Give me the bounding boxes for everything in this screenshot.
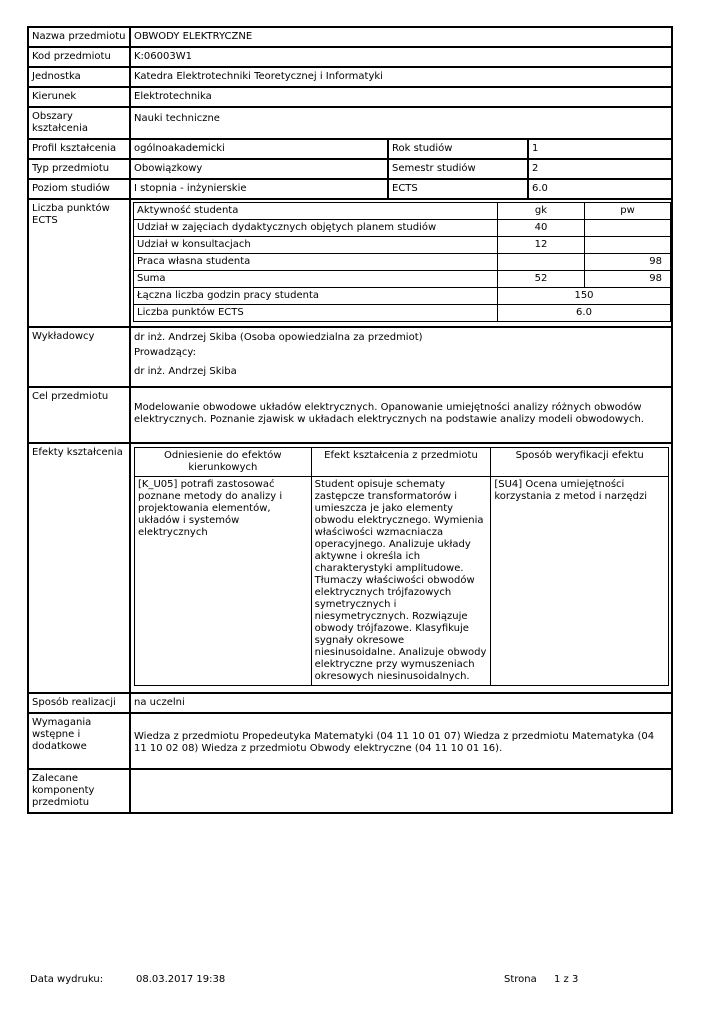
value-kierunek: Elektrotechnika [130, 87, 672, 107]
ects-row-name: Udział w konsultacjach [134, 237, 498, 254]
row-obszary [28, 107, 672, 139]
ects-header-gk: gk [498, 203, 585, 220]
row-sposob [28, 693, 672, 713]
efekty-header-col1: Odniesienie do efektów kierunkowych [135, 448, 312, 477]
label-semestr: Semestr studiów [388, 159, 528, 179]
value-typ: Obowiązkowy [130, 159, 388, 179]
label-typ: Typ przedmiotu [28, 159, 130, 179]
ects-total-ects-row [134, 305, 671, 322]
value-sposob: na uczelni [130, 693, 672, 713]
row-jednostka [28, 67, 672, 87]
row-ects [28, 199, 672, 327]
ects-header-pw: pw [585, 203, 671, 220]
row-typ [28, 159, 672, 179]
value-kod: K:06003W1 [130, 47, 672, 67]
label-ects-short: ECTS [388, 179, 528, 199]
value-jednostka: Katedra Elektrotechniki Teoretycznej i Informatyki [130, 67, 672, 87]
row-wymagania [28, 713, 672, 769]
efekty-cell [130, 443, 672, 693]
print-date: 08.03.2017 19:38 [136, 974, 226, 985]
ects-row [134, 271, 671, 288]
efekty-header-col2: Efekt kształcenia z przedmiotu [311, 448, 491, 477]
efekty-header-row [135, 448, 669, 477]
ects-header-row [134, 203, 671, 220]
ects-total-ects-name: Liczba punktów ECTS [134, 305, 498, 322]
efekty-verification: [SU4] Ocena umiejętności korzystania z metod i narzędzi [491, 477, 669, 686]
ects-row-name: Suma [134, 271, 498, 288]
row-zalecane [28, 769, 672, 813]
label-kierunek: Kierunek [28, 87, 130, 107]
value-ects-short: 6.0 [528, 179, 672, 199]
ects-total-ects-value: 6.0 [498, 305, 671, 322]
label-rok: Rok studiów [388, 139, 528, 159]
efekty-row [135, 477, 669, 686]
ects-total-hours-row [134, 288, 671, 305]
ects-row [134, 237, 671, 254]
label-obszary: Obszary kształcenia [28, 107, 130, 139]
ects-row-pw: 98 [585, 271, 671, 288]
ects-row-pw [585, 220, 671, 237]
ects-table [133, 202, 671, 322]
lecturer-line: dr inż. Andrzej Skiba (Osoba opowiedzialna za przedmiot) [134, 332, 423, 343]
label-nazwa: Nazwa przedmiotu [28, 27, 130, 47]
ects-total-hours-value: 150 [498, 288, 671, 305]
ects-header-activity: Aktywność studenta [134, 203, 498, 220]
value-profil: ogólnoakademicki [130, 139, 388, 159]
efekty-outcome: Student opisuje schematy zastępcze transformatorów i umieszcza je jako elementy obwodu elektrycznego. Wymienia właściwości wzmacniacza operacyjnego. Analizuje układy aktywne i określa ich charakterystyki amplitudowe. Tłumaczy właściwości obwodów elektrycznych trójfazowych symetrycznych i niesymetrycznych. Rozwiązuje obwody trójfazowe. Klasyfikuje sygnały okresowe niesinusoidalne. Analizuje obwody elektryczne przy wymuszeniach okresowych niesinusoidalnych. [311, 477, 491, 686]
value-nazwa: OBWODY ELEKTRYCZNE [130, 27, 672, 47]
row-efekty [28, 443, 672, 693]
print-date-label: Data wydruku: [30, 974, 104, 985]
row-poziom [28, 179, 672, 199]
page-number: 1 z 3 [554, 974, 579, 985]
efekty-header-col3: Sposób weryfikacji efektu [491, 448, 669, 477]
value-wymagania: Wiedza z przedmiotu Propedeutyka Matematyki (04 11 10 01 07) Wiedza z przedmiotu Matematyka (04 11 10 02 08) Wiedza z przedmiotu Obwody elektryczne (04 11 10 01 16). [130, 713, 672, 769]
row-kod [28, 47, 672, 67]
ects-row-pw [585, 237, 671, 254]
ects-row-name: Udział w zajęciach dydaktycznych objętych planem studiów [134, 220, 498, 237]
label-sposob: Sposób realizacji [28, 693, 130, 713]
efekty-table [134, 447, 669, 686]
ects-row-name: Praca własna studenta [134, 254, 498, 271]
row-wykladowcy [28, 327, 672, 387]
value-zalecane [130, 769, 672, 813]
row-nazwa [28, 27, 672, 47]
instructor-line: dr inż. Andrzej Skiba [134, 366, 237, 377]
ects-row-gk: 40 [498, 220, 585, 237]
row-cel [28, 387, 672, 443]
label-ects: Liczba punktów ECTS [28, 199, 130, 327]
label-profil: Profil kształcenia [28, 139, 130, 159]
value-wykladowcy [130, 327, 672, 387]
value-obszary: Nauki techniczne [130, 107, 672, 139]
value-rok: 1 [528, 139, 672, 159]
instructors-label: Prowadzący: [134, 347, 196, 358]
value-semestr: 2 [528, 159, 672, 179]
label-zalecane: Zalecane komponenty przedmiotu [28, 769, 130, 813]
value-cel: Modelowanie obwodowe układów elektrycznych. Opanowanie umiejętności analizy różnych obwodów elektrycznych. Poznanie zjawisk w układach elektrycznych na podstawie analizy modeli obwodowych. [130, 387, 672, 443]
row-profil [28, 139, 672, 159]
ects-row-gk: 52 [498, 271, 585, 288]
row-kierunek [28, 87, 672, 107]
ects-row [134, 254, 671, 271]
label-efekty: Efekty kształcenia [28, 443, 130, 693]
label-cel: Cel przedmiotu [28, 387, 130, 443]
ects-row-gk [498, 254, 585, 271]
ects-cell [130, 199, 672, 327]
ects-row-gk: 12 [498, 237, 585, 254]
ects-row-pw: 98 [585, 254, 671, 271]
value-poziom: I stopnia - inżynierskie [130, 179, 388, 199]
page-label: Strona [504, 974, 537, 985]
efekty-reference: [K_U05] potrafi zastosować poznane metody do analizy i projektowania elementów, układów i systemów elektrycznych [135, 477, 312, 686]
label-poziom: Poziom studiów [28, 179, 130, 199]
ects-total-hours-name: Łączna liczba godzin pracy studenta [134, 288, 498, 305]
label-wymagania: Wymagania wstępne i dodatkowe [28, 713, 130, 769]
ects-row [134, 220, 671, 237]
label-wykladowcy: Wykładowcy [28, 327, 130, 387]
label-kod: Kod przedmiotu [28, 47, 130, 67]
label-jednostka: Jednostka [28, 67, 130, 87]
course-card-table [27, 26, 673, 814]
